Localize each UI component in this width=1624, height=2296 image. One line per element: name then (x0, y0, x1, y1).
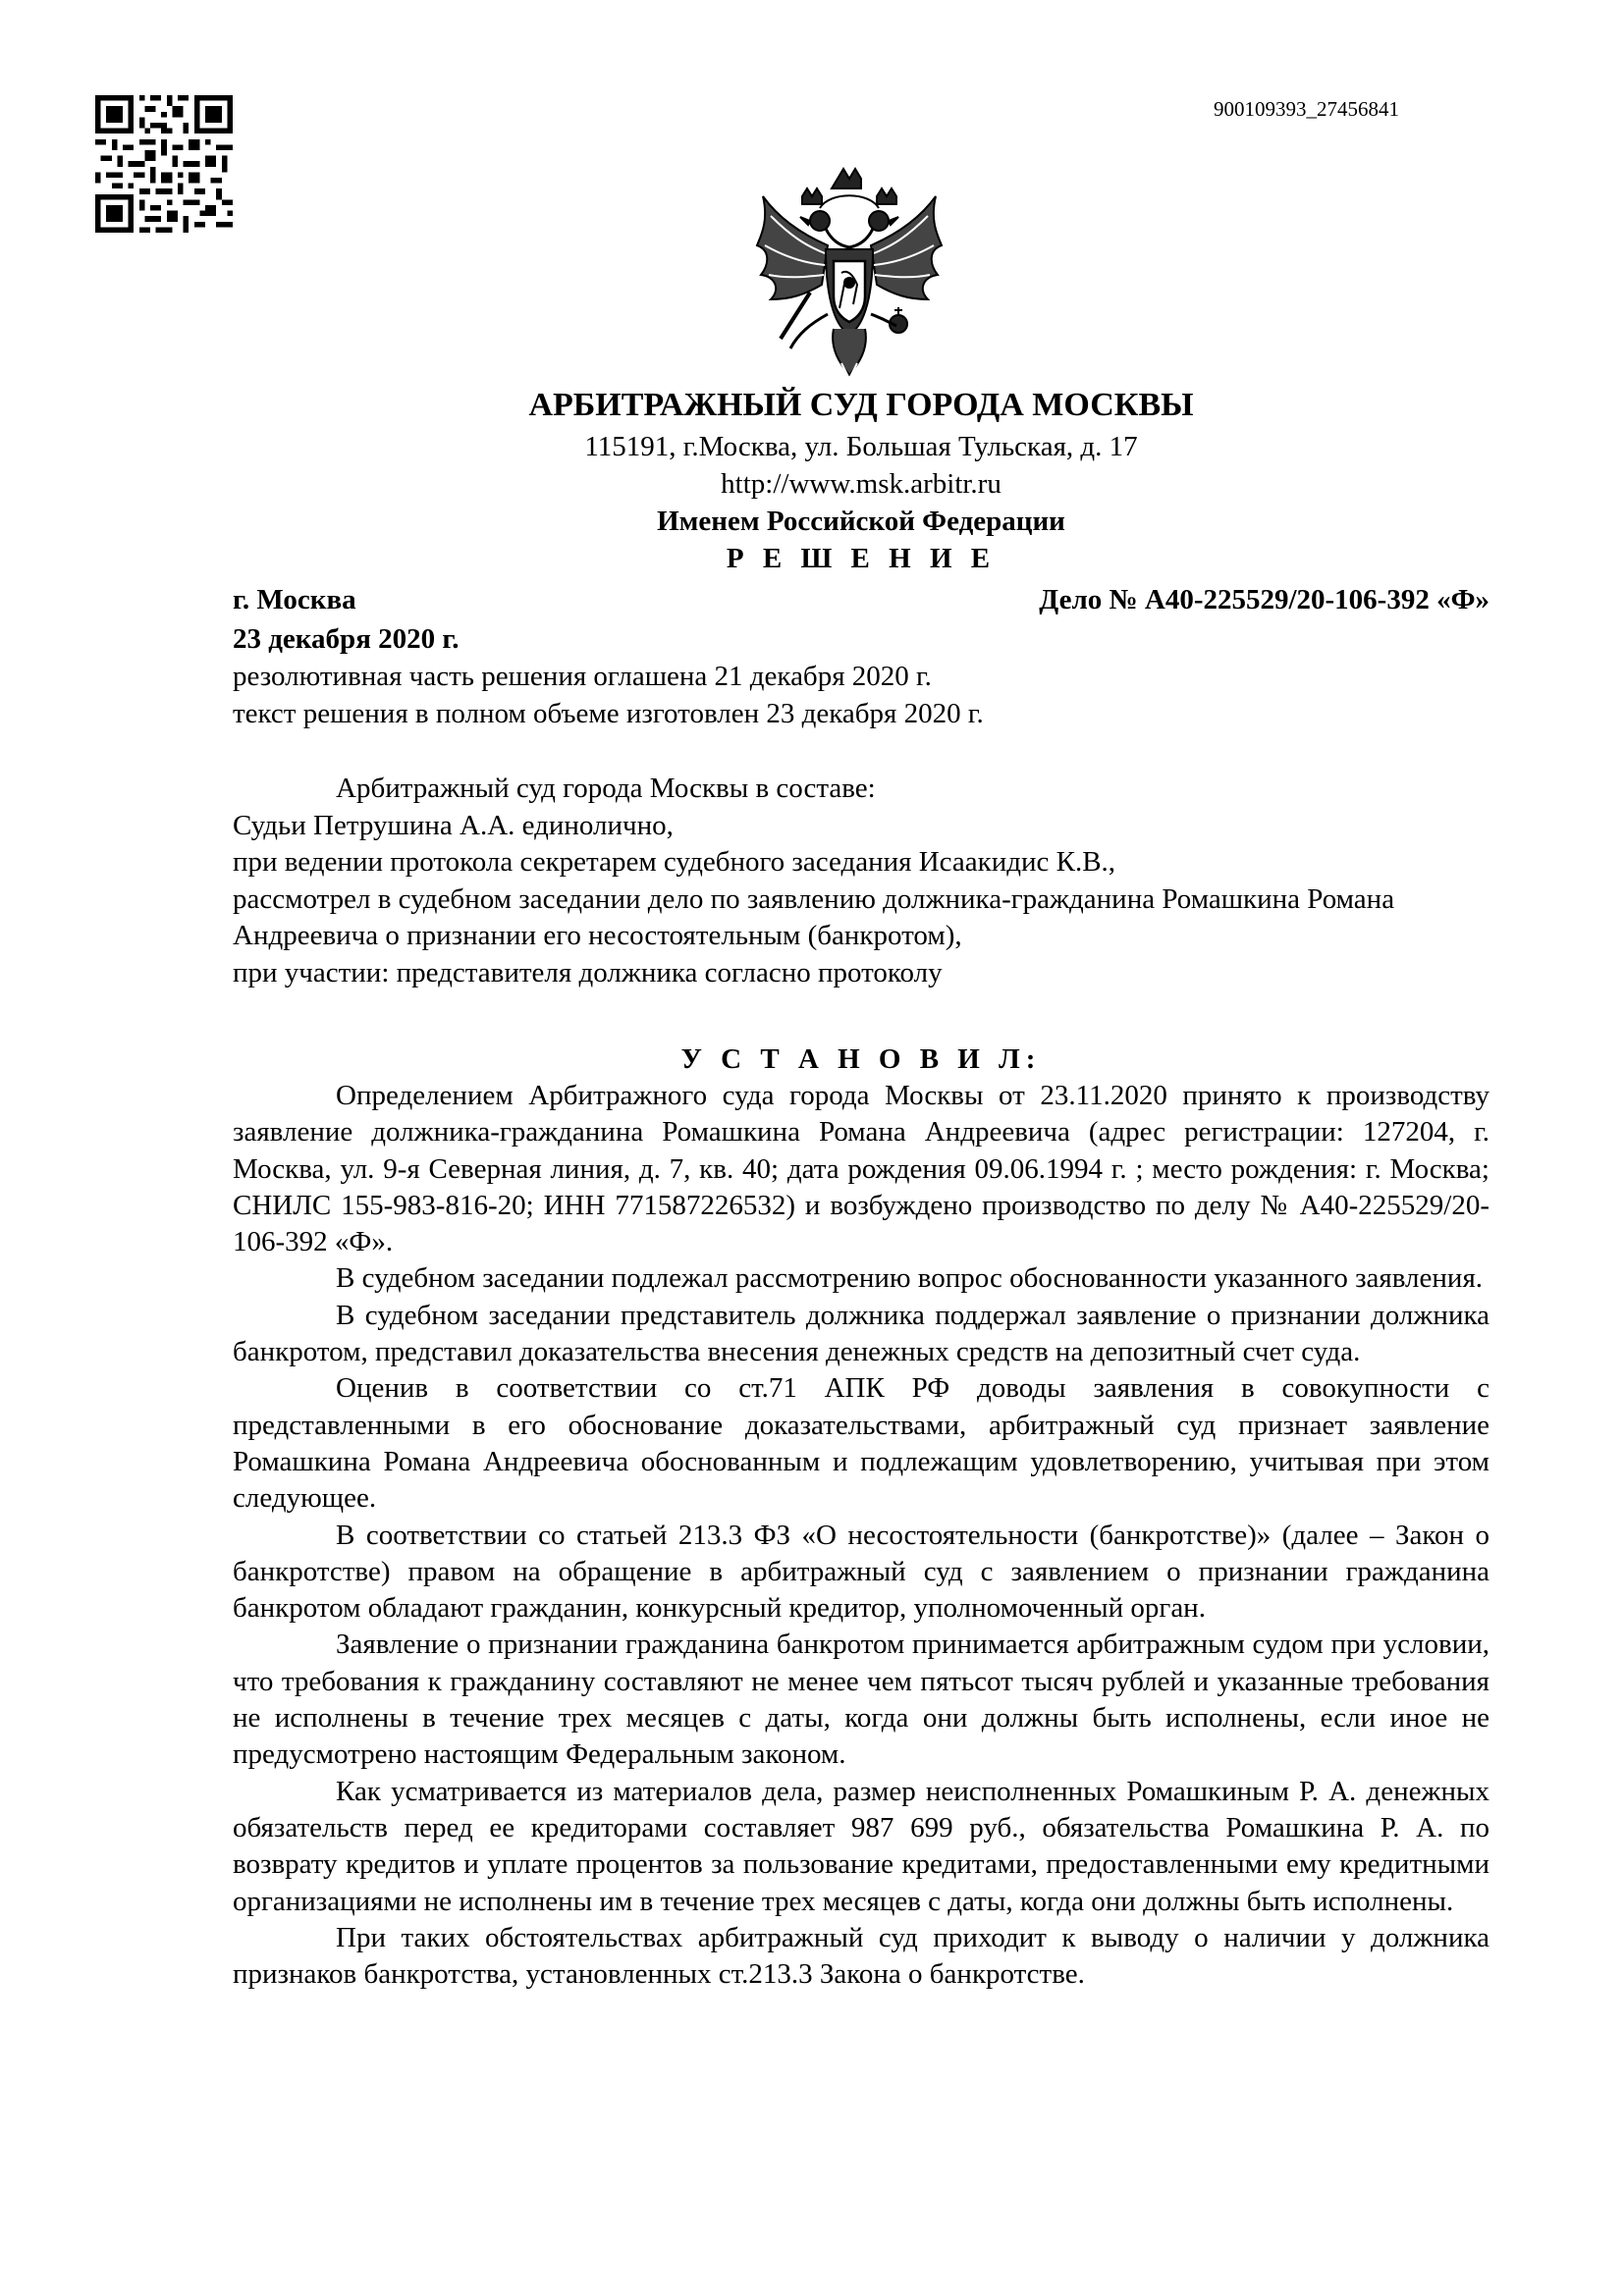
case-number: Дело № А40-225529/20-106-392 «Ф» (1039, 584, 1489, 615)
composition-line: рассмотрел в судебном заседании дело по заявлению должника-гражданина Ромашкина Романа Андреевича о признании его несостоятельным (банкротом), (233, 882, 1395, 951)
qr-code-icon (95, 95, 233, 233)
paragraph: Определением Арбитражного суда города Москвы от 23.11.2020 принято к производству заявление должника-гражданина Ромашкина Романа Андреевича (адрес регистрации: 127204, г. Москва, ул. 9-я Северная линия, д. 7, кв. 40; дата рождения 09.06.1994 г. ; место рождения: г. Москва; СНИЛС 155-983-816-20; ИНН 771587226532) и возбуждено производство по делу № А40-225529/20-106-392 «Ф». (233, 1080, 1489, 1258)
composition-line: при участии: представителя должника согласно протоколу (233, 956, 943, 988)
court-name: АРБИТРАЖНЫЙ СУД ГОРОДА МОСКВЫ (528, 387, 1194, 423)
coat-of-arms-icon (751, 167, 947, 383)
announcement-line: текст решения в полном объеме изготовлен 23 декабря 2020 г. (233, 698, 984, 729)
announcement-lines (233, 658, 1489, 732)
paragraph: Оценив в соответствии со ст.71 АПК РФ доводы заявления в совокупности с представленными в его обоснование доказательствами, арбитражный суд признает заявление Ромашкина Романа Андреевича обоснованным и подлежащим удовлетворению, учитывая при этом следующее. (233, 1372, 1489, 1515)
city-case-row (233, 581, 1489, 618)
decision-body (233, 1078, 1489, 1993)
paragraph: Заявление о признании гражданина банкротом принимается арбитражным судом при условии, что требования к гражданину составляют не менее чем пятьсот тысяч рублей и указанные требования не исполнены в течение трех месяцев с даты, когда они должны быть исполнены, если иное не предусмотрено настоящим Федеральным законом. (233, 1629, 1489, 1771)
section-title: У С Т А Н О В И Л: (680, 1043, 1042, 1075)
paragraph: В судебном заседании представитель должника поддержал заявление о признании должника банкротом, представил доказательства внесения денежных средств на депозитный счет суда. (233, 1299, 1489, 1368)
document-id: 900109393_27456841 (1214, 97, 1399, 121)
city: г. Москва (233, 584, 356, 615)
composition-line: при ведении протокола секретарем судебного заседания Исаакидис К.В., (233, 846, 1116, 878)
court-website: http://www.msk.arbitr.ru (721, 468, 1001, 500)
composition-line: Арбитражный суд города Москвы в составе: (336, 773, 876, 804)
in-the-name-line: Именем Российской Федерации (657, 506, 1065, 537)
court-header (233, 383, 1489, 577)
court-composition (233, 771, 1489, 991)
composition-line: Судьи Петрушина А.А. единолично, (233, 809, 674, 841)
decision-date: 23 декабря 2020 г. (233, 623, 460, 655)
paragraph: В соответствии со статьей 213.3 ФЗ «О несостоятельности (банкротстве)» (далее – Закон о банкротстве) правом на обращение в арбитражный суд с заявлением о признании гражданина банкротом обладают гражданин, конкурсный кредитор, уполномоченный орган. (233, 1519, 1489, 1625)
paragraph: При таких обстоятельствах арбитражный суд приходит к выводу о наличии у должника признаков банкротства, установленных ст.213.3 Закона о банкротстве. (233, 1921, 1489, 1991)
paragraph: В судебном заседании подлежал рассмотрению вопрос обоснованности указанного заявления. (336, 1262, 1484, 1295)
court-address: 115191, г.Москва, ул. Большая Тульская, д. 17 (584, 431, 1138, 462)
announcement-line: резолютивная часть решения оглашена 21 декабря 2020 г. (233, 661, 932, 692)
paragraph: Как усматривается из материалов дела, размер неисполненных Ромашкиным Р. А. денежных обязательств перед ее кредиторами составляет 987 699 руб., обязательства Ромашкина Р. А. по возврату кредитов и уплате процентов за пользование кредитами, предоставленными ему кредитными организациями не исполнены им в течение трех месяцев с даты, когда они должны быть исполнены. (233, 1775, 1489, 1917)
document-title: Р Е Ш Е Н И Е (726, 543, 997, 574)
